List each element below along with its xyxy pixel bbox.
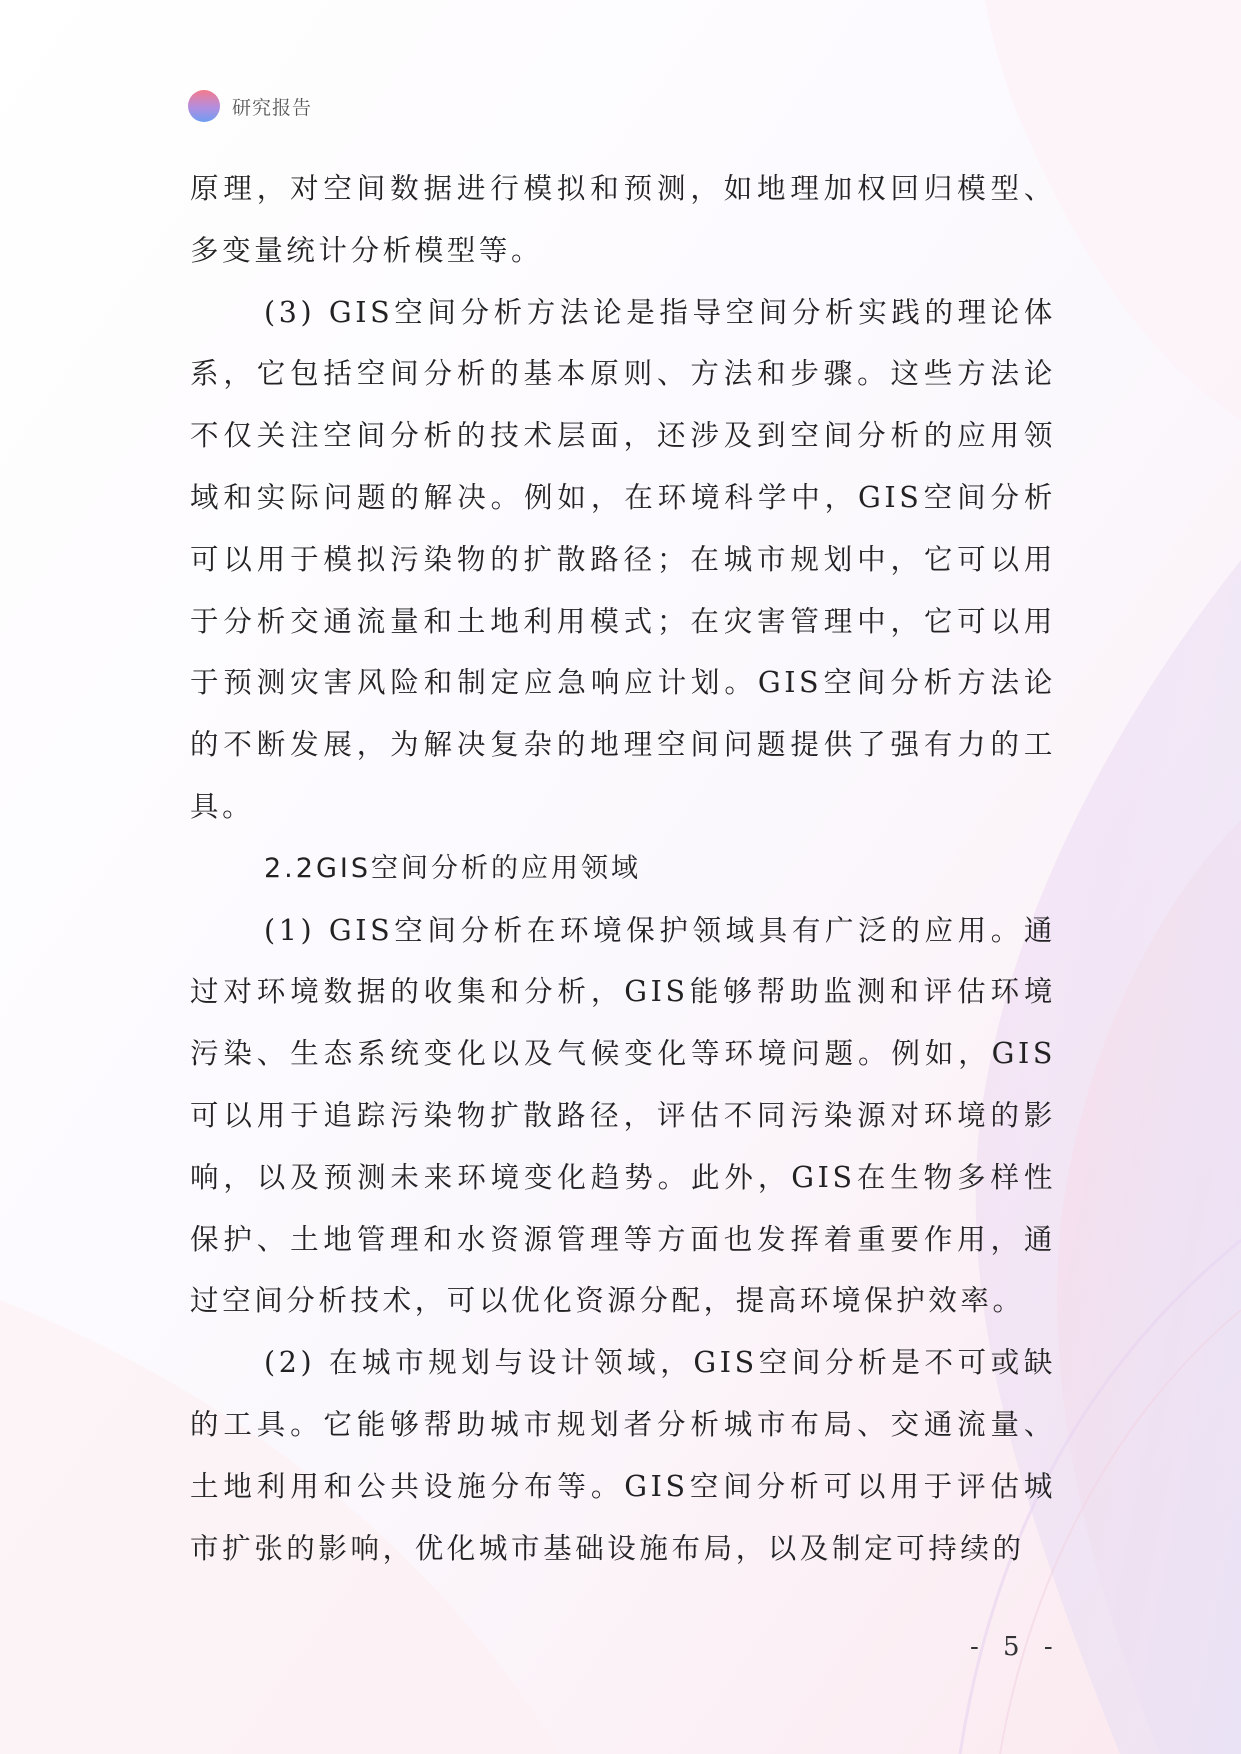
paragraph-methodology: (3) GIS空间分析方法论是指导空间分析实践的理论体系，它包括空间分析的基本原则、方法和步骤。这些方法论不仅关注空间分析的技术层面，还涉及到空间分析的应用领域和实际问题的解决。例如，在环境科学中，GIS空间分析可以用于模拟污染物的扩散路径；在城市规划中，它可以用于分析交通流量和土地利用模式；在灾害管理中，它可以用于预测灾害风险和制定应急响应计划。GIS空间分析方法论的不断发展，为解决复杂的地理空间问题提供了强有力的工具。 xyxy=(190,295,1056,823)
paragraph-continuation: 原理，对空间数据进行模拟和预测，如地理加权回归模型、多变量统计分析模型等。 xyxy=(190,172,1056,267)
page-header xyxy=(188,88,312,124)
document-body xyxy=(190,158,1056,1579)
page-number: - 5 - xyxy=(970,1632,1061,1662)
paragraph-environment: (1) GIS空间分析在环境保护领域具有广泛的应用。通过对环境数据的收集和分析，GIS能够帮助监测和评估环境污染、生态系统变化以及气候变化等环境问题。例如，GIS可以用于追踪污染物扩散路径，评估不同污染源对环境的影响，以及预测未来环境变化趋势。此外，GIS在生物多样性保护、土地管理和水资源管理等方面也发挥着重要作用，通过空间分析技术，可以优化资源分配，提高环境保护效率。 xyxy=(190,913,1056,1318)
section-heading: 2.2GIS空间分析的应用领域 xyxy=(264,852,641,884)
report-logo-icon xyxy=(188,90,220,122)
header-label: 研究报告 xyxy=(232,96,313,119)
paragraph-urban-planning: (2) 在城市规划与设计领域，GIS空间分析是不可或缺的工具。它能够帮助城市规划者分析城市布局、交通流量、土地利用和公共设施分布等。GIS空间分析可以用于评估城市扩张的影响，优化城市基础设施布局，以及制定可持续的 xyxy=(190,1346,1056,1565)
